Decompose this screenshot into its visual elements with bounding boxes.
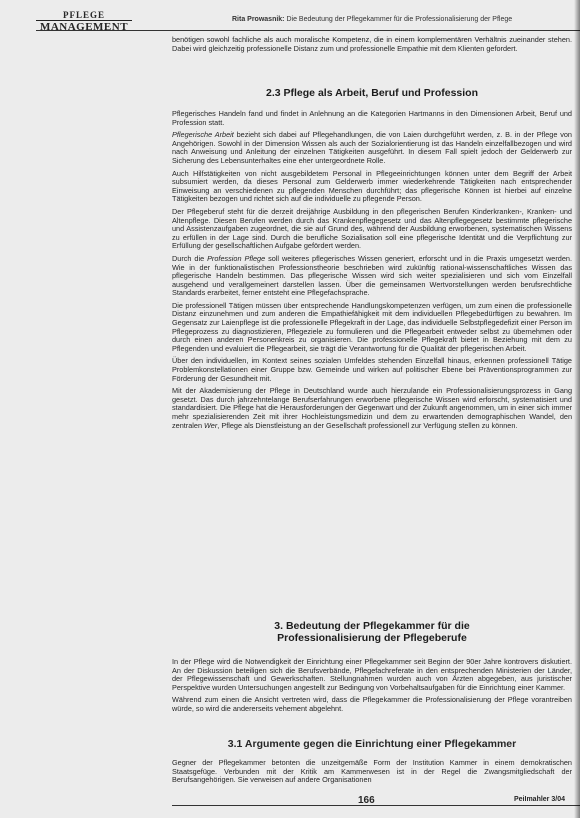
running-header bbox=[232, 15, 580, 24]
section-2-3-body bbox=[172, 110, 572, 434]
paragraph: Pflegerische Arbeit bezieht sich dabei auf Pflegehandlungen, die von Laien durchgeführt werden, z. B. in der Pflege von Angehörigen. Sowohl in der Dimension Wissen als auch der Sozialorientierung ist das Handeln einzelfallbezogen und wird nach Anweisung und Anleitung der einzelnen Tätigkeiten ausgeführt. In diesem Fall spielt jedoch der Gelderwerb zur Sicherung des Lebensunterhaltes eine eher untergeordnete Rolle. bbox=[172, 130, 572, 165]
intro-block bbox=[172, 36, 572, 57]
section-2-3 bbox=[172, 87, 572, 99]
paragraph: Die professionell Tätigen müssen über entsprechende Handlungskompetenzen verfügen, um zum einen die professionelle Distanz einzunehmen und zum anderen die Empathiefähigkeit mit dem individuellen Pflegebedürftigen zu bewahren. Im Gegensatz zur Laienpflege ist die professionelle Pflegekraft in der Lage, das individuelle Selbstpflegedefizit einer Person im Pflegeprozess zu diagnostizieren, Pflegeziele zu formulieren und die Pflegearbeit entweder selbst zu übernehmen oder durch einen anderen Personenkreis zu organisieren. Die professionelle Pflegekraft bietet in Beziehung mit dem zu Pflegenden und evaluiert die Pflegearbeit, sie trägt die Verantwortung für die Qualität der pflegerischen Arbeit. bbox=[172, 300, 572, 353]
header-rule bbox=[36, 30, 580, 31]
section-3-1 bbox=[172, 738, 572, 750]
paragraph: Durch die Profession Pflege soll weiteres pflegerisches Wissen generiert, erforscht und in die Praxis umgesetzt werden. Wie in der funktionalistischen Professionstheorie beschrieben wird zukünftig rational-wissenschaftliches Wissen das pflegerische Handeln bestimmen. Das pflegerische Wissen wird sich weiter spezialisieren und sich vom Einzelfall ausgehend und verallgemeinert darstellen lassen. Über die gemeinsamen Wertvorstellungen werden berufsrechtliche Standards erarbeitet, ferner entsteht eine Pflegefachsprache. bbox=[172, 253, 572, 298]
issue-label: PeiImahler 3/04 bbox=[514, 796, 565, 803]
paragraph: Über den individuellen, im Kontext seines sozialen Umfeldes stehenden Einzelfall hinaus, erkennen professionell Tätige Problemkonstellationen einer Gruppe bzw. Gemeinde und wirken auf politischer Ebene bei Präventionsprogrammen zur Förderung der Gesundheit mit. bbox=[172, 356, 572, 383]
logo-main-word: MANAGEMENT bbox=[39, 21, 129, 33]
logo-top-word: PFLEGE bbox=[36, 10, 132, 21]
section-3-1-body bbox=[172, 759, 572, 789]
paragraph: Der Pflegeberuf steht für die derzeit dreijährige Ausbildung in den pflegerischen Berufen Kinderkranken-, Kranken- und Altenpflege. Diesen Berufen werden durch das Krankenpflegegesetz und das Altenpflegegesetz bestimmte pflegerische und Assistenzaufgaben zugeordnet, die sie auf Grund des, während der Ausbildung erworbenen, systematischen Wissens zu erfüllen in der Lage sind. Durch die berufliche Sozialisation soll eine pflegerische Identität und die Verpflichtung zur Erfüllung der gesellschaftlichen Aufgabe gefördert werden. bbox=[172, 206, 572, 251]
section-3-1-heading: 3.1 Argumente gegen die Einrichtung einer Pflegekammer bbox=[227, 738, 517, 750]
section-3-heading-line-2: Professionalisierung der Pflegeberufe bbox=[277, 632, 467, 644]
paragraph: Pflegerisches Handeln fand und findet in Anlehnung an die Kategorien Hartmanns in den Dimensionen Arbeit, Beruf und Profession statt. bbox=[172, 109, 572, 127]
emphasis: Pflegerische Arbeit bbox=[172, 130, 234, 140]
section-2-3-heading: 2.3 Pflege als Arbeit, Beruf und Profession bbox=[266, 87, 478, 99]
running-header-author: Rita Prowasnik: bbox=[232, 16, 285, 23]
paragraph: Während zum einen die Ansicht vertreten wird, dass die Pflegekammer die Professionalisierung der Pflege vorantreiben würde, so wird die andererseits vehement abgelehnt. bbox=[172, 695, 572, 713]
paragraph: Auch Hilfstätigkeiten von nicht ausgebildetem Personal in Pflegeeinrichtungen können unter dem Begriff der Arbeit subsumiert werden, da dieses Personal zum Gelderwerb immer wiederkehrende Tätigkeiten nach entsprechender Einweisung an verschiedenen zu pflegenden Menschen durchführt; das pflegerische Können ist hierbei auf einzelne Tätigkeiten bezogen und richtet sich auf die individuelle zu pflegende Person. bbox=[172, 168, 572, 204]
section-3-heading-line-1: 3. Bedeutung der Pflegekammer für die bbox=[274, 620, 470, 632]
section-3 bbox=[172, 620, 572, 644]
footer-rule bbox=[172, 805, 580, 806]
paragraph: In der Pflege wird die Notwendigkeit der Einrichtung einer Pflegekammer seit Beginn der 90er Jahre kontrovers diskutiert. An der Diskussion beteiligen sich die Berufsverbände, Pflegefachreferate in den entsprechenden Ministerien der Länder, der Pflegewissenschaft und Gewerkschaften. Stellungnahmen wurden auch von Ärzten abgegeben, aus juristischer Perspektive wurden Untersuchungen angestellt zur Bedingung von Vorbehaltsaufgaben für die Einrichtung einer Kammer. bbox=[172, 657, 572, 692]
running-header-title: Die Bedeutung der Pflegekammer für die Professionalisierung der Pflege bbox=[286, 16, 513, 23]
page-number: 166 bbox=[358, 795, 375, 806]
paragraph: Gegner der Pflegekammer betonten die unzeitgemäße Form der Institution Kammer in einem demokratischen Staatsgefüge. Verbunden mit der Kritik am Kammerwesen ist in der Regel die Zwangsmitgliedschaft der Berufsangehörigen. Sie verweisen auf andere Organisationen bbox=[172, 758, 572, 785]
paragraph: Mit der Akademisierung der Pflege in Deutschland wurde auch hierzulande ein Professionalisierungsprozess in Gang gesetzt. Das durch jahrzehntelange Berufserfahrungen erworbene pflegerische Wissen wird erforscht, systematisiert und standardisiert. Die Pflege hat die Herausforderungen der Gegenwart und der Zukunft angenommen, um in einer sich immer mehr spezialisierenden Zeit mit ihrer Hochleistungsmedizin und dem zu erwartenden demographischen Wandel, den zentralen Wer, Pflege als Dienstleistung an der Gesellschaft professionell zur Verfügung stellen zu können. bbox=[172, 386, 572, 430]
emphasis: Wer bbox=[204, 420, 218, 430]
emphasis: Profession Pflege bbox=[207, 253, 266, 263]
section-3-body bbox=[172, 658, 572, 718]
intro-paragraph: benötigen sowohl fachliche als auch moralische Kompetenz, die in einem komplementären Verhältnis zueinander stehen. Dabei wird gleichzeitig professionelle Distanz zum und professionelle Empathie mit dem Klienten gefordert. bbox=[172, 35, 572, 53]
